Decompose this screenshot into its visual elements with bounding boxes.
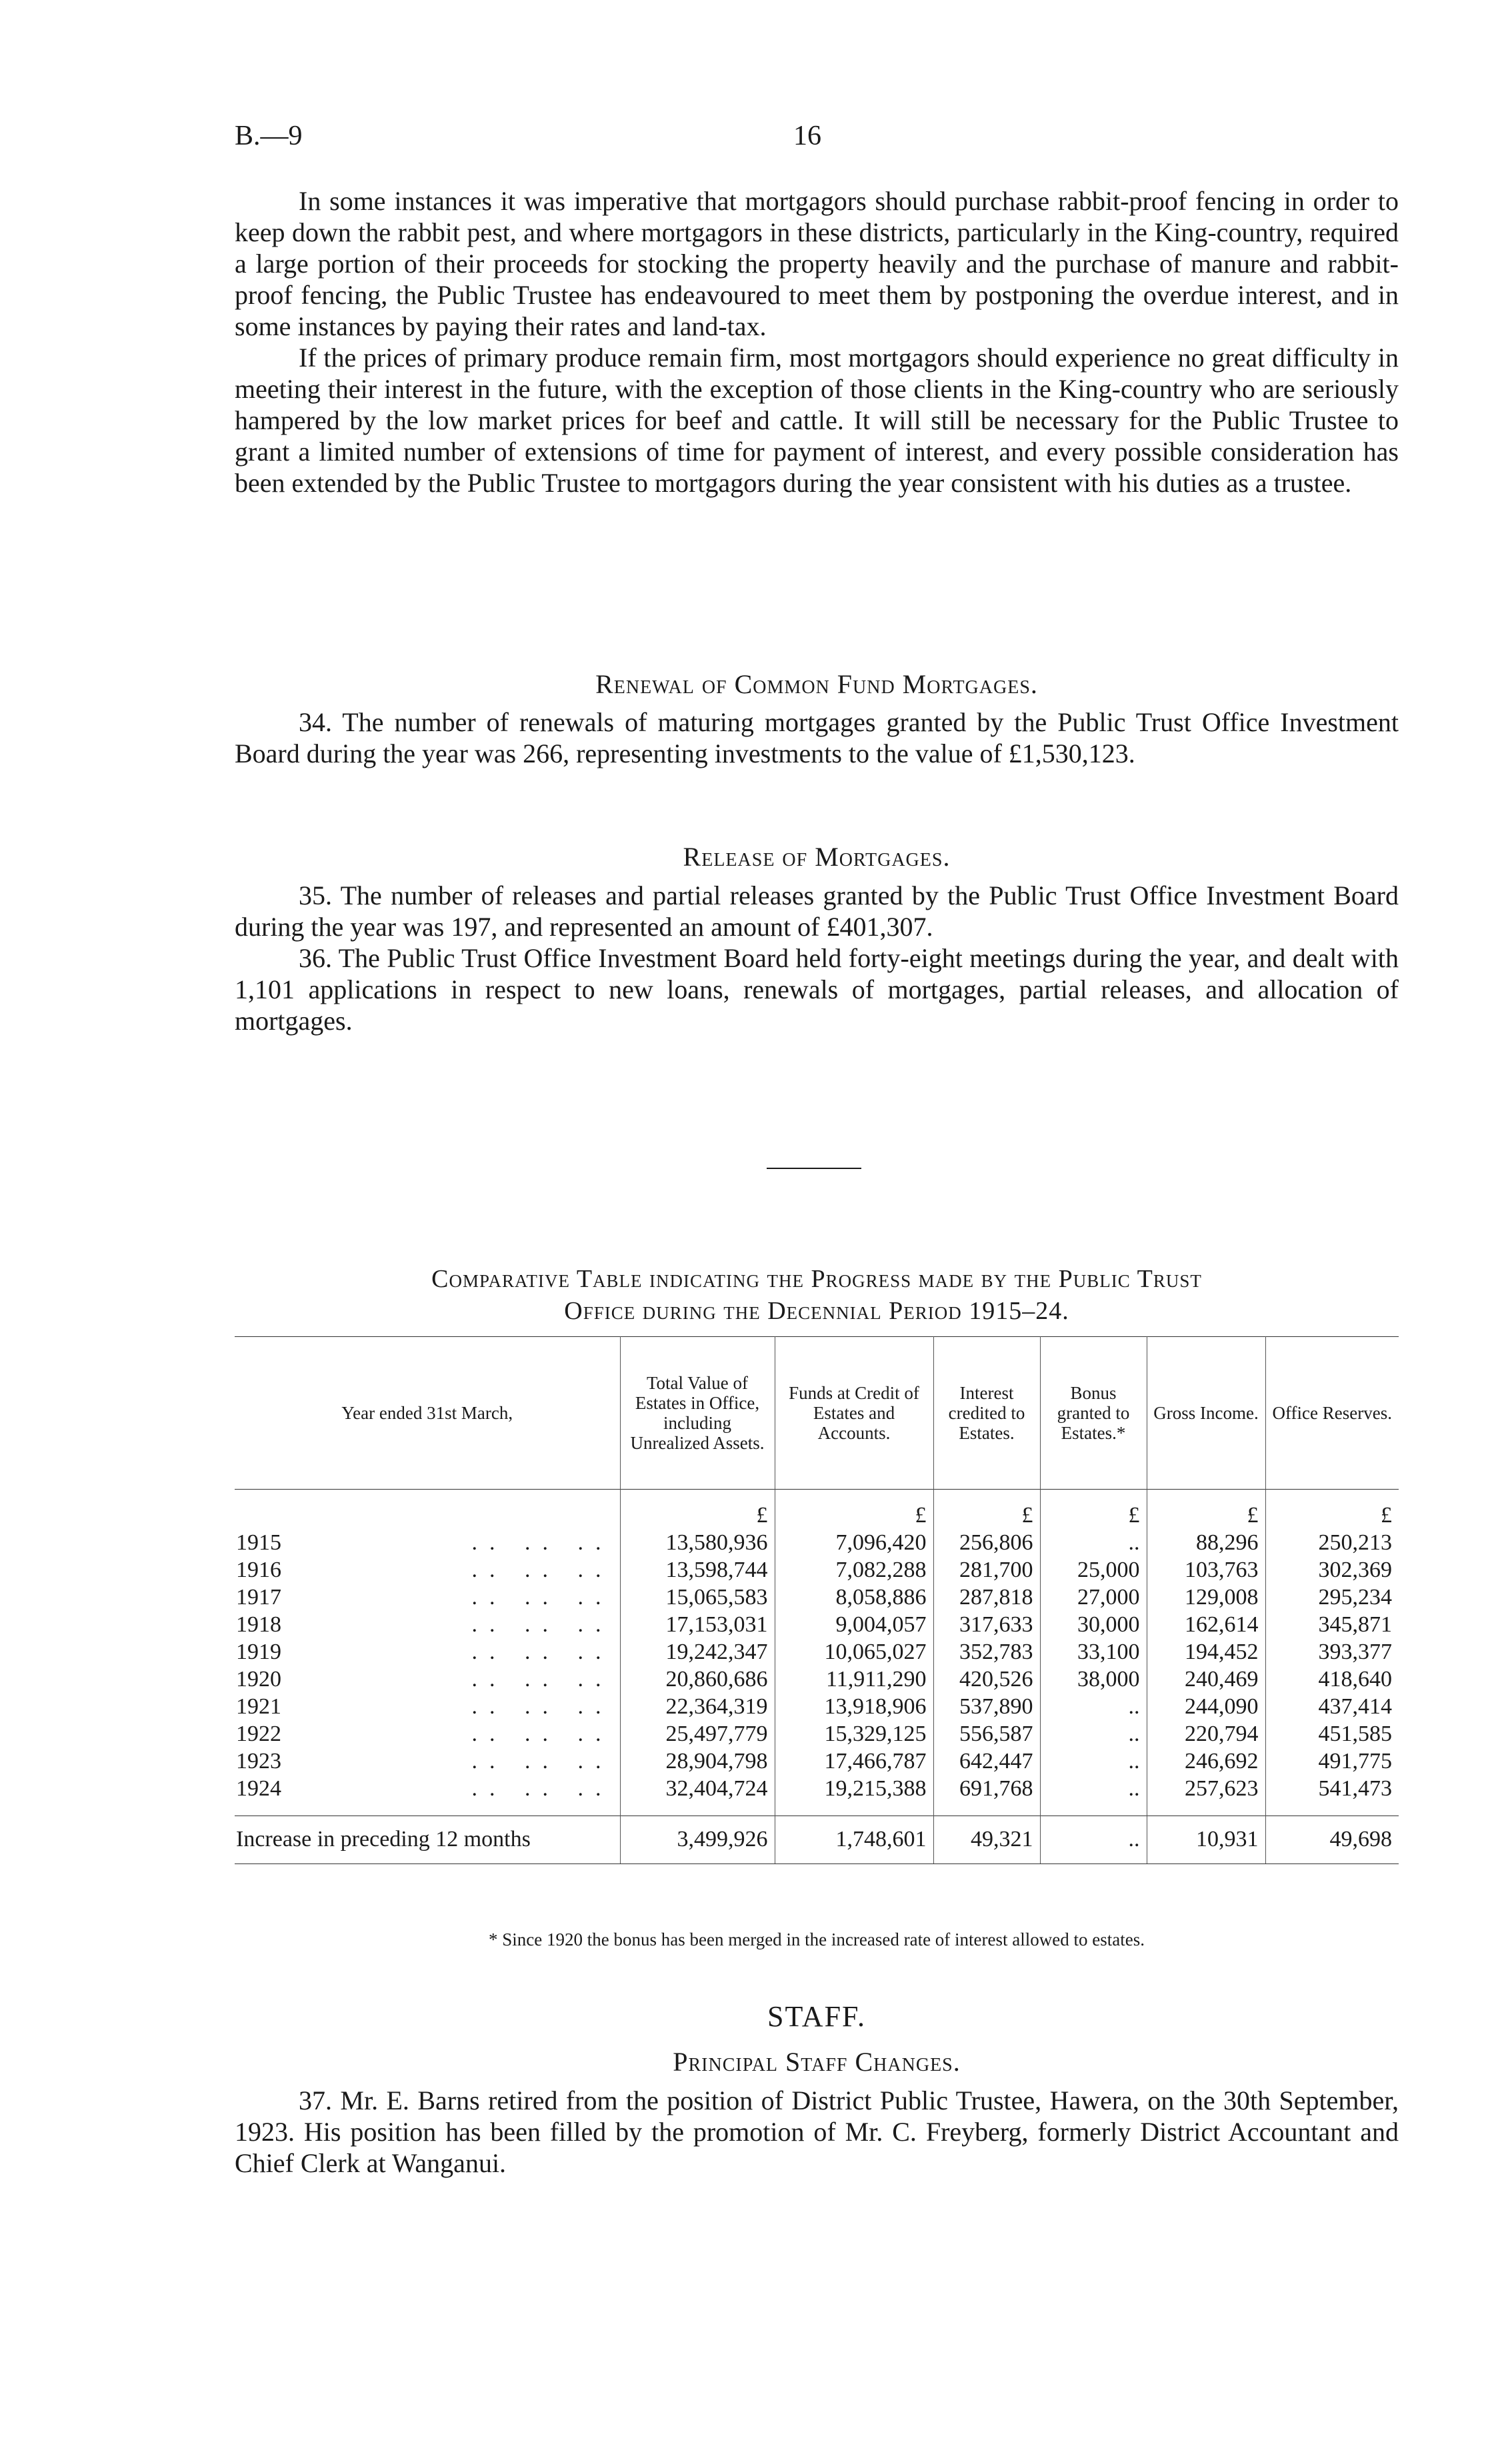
currency-unit: £ xyxy=(620,1490,775,1530)
paragraph-primary-produce: If the prices of primary produce remain firm, most mortgagors should experience no great difficulty in meeting their interest in the future, with the exception of those clients in the King-country who are seriously hampered by the low market prices for beef and cattle. It will still be necessary for the Public Trustee to grant a limited number of extensions of time for payment of interest, and every possible consideration has been extended by the Public Trustee to mortgagors during the year consistent with his duties as a trustee. xyxy=(235,343,1399,498)
office-reserves-cell: 491,775 xyxy=(1265,1748,1399,1775)
gross-income-cell: 246,692 xyxy=(1147,1748,1265,1775)
interest-cell: 49,321 xyxy=(933,1816,1040,1864)
interest-cell: 642,447 xyxy=(933,1748,1040,1775)
page-number: 16 xyxy=(793,121,821,151)
gross-income-cell: 257,623 xyxy=(1147,1775,1265,1802)
office-reserves-cell: 418,640 xyxy=(1265,1666,1399,1693)
section-divider xyxy=(767,1168,861,1169)
total-value-cell: 13,598,744 xyxy=(620,1556,775,1584)
total-value-cell: 3,499,926 xyxy=(620,1816,775,1864)
total-value-cell: 13,580,936 xyxy=(620,1529,775,1556)
bonus-cell: 30,000 xyxy=(1040,1611,1147,1638)
office-reserves-cell: 302,369 xyxy=(1265,1556,1399,1584)
funds-cell: 8,058,886 xyxy=(775,1584,933,1611)
year-cell: 1916 .. .. .. xyxy=(236,1558,613,1582)
year-cell: 1923 .. .. .. xyxy=(236,1749,613,1774)
year-cell: 1921 .. .. .. xyxy=(236,1694,613,1719)
year-cell: 1924 .. .. .. xyxy=(236,1776,613,1801)
column-header-funds-at-credit: Funds at Credit of Estates and Accounts. xyxy=(775,1337,933,1490)
column-header-gross-income: Gross Income. xyxy=(1147,1337,1265,1490)
office-reserves-cell: 250,213 xyxy=(1265,1529,1399,1556)
paragraph-rabbit-fencing: In some instances it was imperative that mortgagors should purchase rabbit-proof fencing in order to keep down the rabbit pest, and where mortgagors in these districts, particularly in the King-country, required a large portion of their proceeds for stocking the property heavily and the purchase of manure and rabbit-proof fencing, the Public Trustee has endeavoured to meet them by postponing the overdue interest, and in some instances by paying their rates and land-tax. xyxy=(235,186,1399,341)
interest-cell: 287,818 xyxy=(933,1584,1040,1611)
increase-label: Increase in preceding 12 months xyxy=(235,1816,620,1864)
interest-cell: 256,806 xyxy=(933,1529,1040,1556)
currency-unit: £ xyxy=(1265,1490,1399,1530)
currency-unit: £ xyxy=(933,1490,1040,1530)
year-cell: 1919 .. .. .. xyxy=(236,1640,613,1664)
year-cell: 1922 .. .. .. xyxy=(236,1722,613,1746)
section-renewal-body xyxy=(235,706,1399,769)
funds-cell: 11,911,290 xyxy=(775,1666,933,1693)
office-reserves-cell: 393,377 xyxy=(1265,1638,1399,1666)
currency-unit: £ xyxy=(1147,1490,1265,1530)
table-title-line-1: Comparative Table indicating the Progress made by the Public Trust xyxy=(431,1265,1202,1293)
currency-unit: £ xyxy=(1040,1490,1147,1530)
funds-cell: 1,748,601 xyxy=(775,1816,933,1864)
office-reserves-cell: 451,585 xyxy=(1265,1720,1399,1748)
table-row xyxy=(235,1611,1399,1638)
paragraph-37: 37. Mr. E. Barns retired from the position of District Public Trustee, Hawera, on the 30th September, 1923. His position has been filled by the promotion of Mr. C. Freyberg, formerly District Accountant and Chief Clerk at Wanganui. xyxy=(235,2085,1399,2178)
total-value-cell: 20,860,686 xyxy=(620,1666,775,1693)
intro-paragraphs xyxy=(235,185,1399,499)
table-footnote: * Since 1920 the bonus has been merged in the increased rate of interest allowed to estates. xyxy=(489,1929,1145,1949)
bonus-cell: 27,000 xyxy=(1040,1584,1147,1611)
total-value-cell: 28,904,798 xyxy=(620,1748,775,1775)
interest-cell: 691,768 xyxy=(933,1775,1040,1802)
year-cell: 1915 .. .. .. xyxy=(236,1530,613,1555)
funds-cell: 7,096,420 xyxy=(775,1529,933,1556)
heading-release-of-mortgages: Release of Mortgages. xyxy=(683,842,951,872)
heading-staff: STAFF. xyxy=(767,2000,867,2033)
total-value-cell: 19,242,347 xyxy=(620,1638,775,1666)
table-row xyxy=(235,1666,1399,1693)
bonus-cell: .. xyxy=(1040,1529,1147,1556)
total-value-cell: 25,497,779 xyxy=(620,1720,775,1748)
funds-cell: 13,918,906 xyxy=(775,1693,933,1720)
table-row xyxy=(235,1693,1399,1720)
bonus-cell: 25,000 xyxy=(1040,1556,1147,1584)
office-reserves-cell: 295,234 xyxy=(1265,1584,1399,1611)
bonus-cell: .. xyxy=(1040,1748,1147,1775)
interest-cell: 537,890 xyxy=(933,1693,1040,1720)
bonus-cell: 38,000 xyxy=(1040,1666,1147,1693)
table-row xyxy=(235,1748,1399,1775)
funds-cell: 10,065,027 xyxy=(775,1638,933,1666)
column-header-total-value: Total Value of Estates in Office, including Unrealized Assets. xyxy=(620,1337,775,1490)
office-reserves-cell: 49,698 xyxy=(1265,1816,1399,1864)
table-row xyxy=(235,1556,1399,1584)
interest-cell: 317,633 xyxy=(933,1611,1040,1638)
paragraph-34: 34. The number of renewals of maturing mortgages granted by the Public Trust Office Investment Board during the year was 266, representing investments to the value of £1,530,123. xyxy=(235,707,1399,768)
column-header-bonus-granted: Bonus granted to Estates.* xyxy=(1040,1337,1147,1490)
funds-cell: 7,082,288 xyxy=(775,1556,933,1584)
table-row xyxy=(235,1775,1399,1802)
heading-principal-staff-changes: Principal Staff Changes. xyxy=(673,2047,961,2077)
table-header-row xyxy=(235,1337,1399,1490)
column-header-interest-credited: Interest credited to Estates. xyxy=(933,1337,1040,1490)
gross-income-cell: 240,469 xyxy=(1147,1666,1265,1693)
funds-cell: 19,215,388 xyxy=(775,1775,933,1802)
column-header-office-reserves: Office Reserves. xyxy=(1265,1337,1399,1490)
table-row xyxy=(235,1584,1399,1611)
table-title xyxy=(235,1263,1399,1327)
table-row xyxy=(235,1638,1399,1666)
currency-unit-row xyxy=(235,1490,1399,1530)
gross-income-cell: 88,296 xyxy=(1147,1529,1265,1556)
office-reserves-cell: 541,473 xyxy=(1265,1775,1399,1802)
total-value-cell: 32,404,724 xyxy=(620,1775,775,1802)
gross-income-cell: 220,794 xyxy=(1147,1720,1265,1748)
office-reserves-cell: 345,871 xyxy=(1265,1611,1399,1638)
gross-income-cell: 10,931 xyxy=(1147,1816,1265,1864)
comparative-progress-table xyxy=(235,1336,1399,1864)
bonus-cell: .. xyxy=(1040,1720,1147,1748)
office-reserves-cell: 437,414 xyxy=(1265,1693,1399,1720)
interest-cell: 420,526 xyxy=(933,1666,1040,1693)
bonus-cell: .. xyxy=(1040,1816,1147,1864)
year-cell: 1920 .. .. .. xyxy=(236,1667,613,1692)
funds-cell: 17,466,787 xyxy=(775,1748,933,1775)
document-reference: B.—9 xyxy=(235,121,303,151)
year-cell: 1918 .. .. .. xyxy=(236,1612,613,1637)
year-cell: 1917 .. .. .. xyxy=(236,1585,613,1610)
interest-cell: 352,783 xyxy=(933,1638,1040,1666)
section-release-body xyxy=(235,880,1399,1036)
funds-cell: 9,004,057 xyxy=(775,1611,933,1638)
table-row xyxy=(235,1720,1399,1748)
paragraph-35: 35. The number of releases and partial releases granted by the Public Trust Office Investment Board during the year was 197, and represented an amount of £401,307. xyxy=(235,880,1399,942)
funds-cell: 15,329,125 xyxy=(775,1720,933,1748)
gross-income-cell: 129,008 xyxy=(1147,1584,1265,1611)
table-row xyxy=(235,1529,1399,1556)
total-value-cell: 22,364,319 xyxy=(620,1693,775,1720)
interest-cell: 556,587 xyxy=(933,1720,1040,1748)
paragraph-36: 36. The Public Trust Office Investment Board held forty-eight meetings during the year, and dealt with 1,101 applications in respect to new loans, renewals of mortgages, partial releases, and allocation of mortgages. xyxy=(235,943,1399,1036)
gross-income-cell: 162,614 xyxy=(1147,1611,1265,1638)
increase-total-row xyxy=(235,1816,1399,1864)
heading-renewal-of-common-fund-mortgages: Renewal of Common Fund Mortgages. xyxy=(595,669,1038,699)
gross-income-cell: 194,452 xyxy=(1147,1638,1265,1666)
table-title-line-2: Office during the Decennial Period 1915–24. xyxy=(564,1297,1069,1325)
total-value-cell: 17,153,031 xyxy=(620,1611,775,1638)
gross-income-cell: 244,090 xyxy=(1147,1693,1265,1720)
column-header-year: Year ended 31st March, xyxy=(341,1403,513,1423)
bonus-cell: .. xyxy=(1040,1693,1147,1720)
currency-unit: £ xyxy=(775,1490,933,1530)
staff-body xyxy=(235,2085,1399,2179)
interest-cell: 281,700 xyxy=(933,1556,1040,1584)
gross-income-cell: 103,763 xyxy=(1147,1556,1265,1584)
total-value-cell: 15,065,583 xyxy=(620,1584,775,1611)
bonus-cell: 33,100 xyxy=(1040,1638,1147,1666)
bonus-cell: .. xyxy=(1040,1775,1147,1802)
